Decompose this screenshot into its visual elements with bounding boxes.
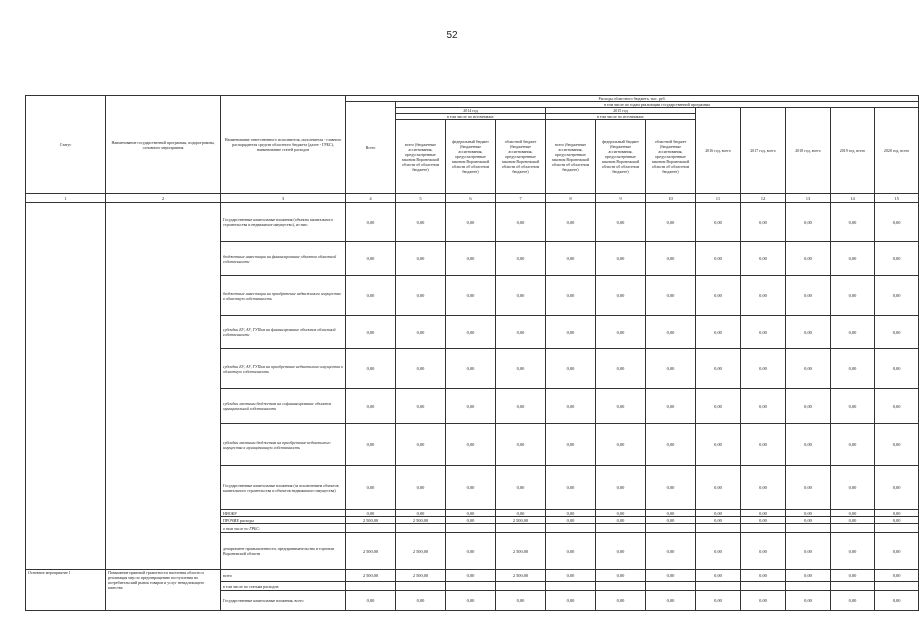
value-cell: 0,00 [875, 349, 919, 389]
value-cell: 0,00 [546, 276, 596, 316]
value-cell: 0,00 [446, 466, 496, 510]
main-event-status: Основное мероприятие 1 [26, 570, 106, 611]
column-number: 9 [596, 194, 646, 203]
value-cell: 0,00 [646, 276, 696, 316]
year-2017-header: 2017 год, всего [741, 108, 786, 194]
value-cell: 0,00 [646, 424, 696, 466]
value-cell: 0,00 [496, 466, 546, 510]
value-cell: 0,00 [696, 466, 741, 510]
value-cell: 0,00 [596, 203, 646, 242]
value-cell: 0,00 [546, 389, 596, 424]
value-cell [546, 582, 596, 591]
value-cell [831, 524, 875, 533]
row-label: субсидии БУ, АУ, ГУПам на приобретение недвижимого имущества в областную собственность [221, 349, 346, 389]
value-cell: 0,00 [496, 316, 546, 349]
value-cell: 0,00 [875, 276, 919, 316]
value-cell: 0,00 [696, 570, 741, 582]
value-cell: 0,00 [786, 389, 831, 424]
value-cell: 0,00 [396, 242, 446, 276]
value-cell: 0,00 [446, 510, 496, 517]
status-cell-blank [26, 203, 106, 570]
column-number: 6 [446, 194, 496, 203]
row-label: в том числе по ГРБС: [221, 524, 346, 533]
value-cell: 0,00 [496, 510, 546, 517]
value-cell: 0,00 [875, 424, 919, 466]
year-2014-header: 2014 год [396, 108, 546, 114]
value-cell: 0,00 [546, 533, 596, 570]
value-cell: 0,00 [831, 570, 875, 582]
value-cell [741, 582, 786, 591]
value-cell: 0,00 [596, 316, 646, 349]
value-cell: 0,00 [696, 276, 741, 316]
value-cell [496, 524, 546, 533]
value-cell: 0,00 [741, 424, 786, 466]
value-cell: 0,00 [596, 591, 646, 611]
value-cell: 0,00 [831, 591, 875, 611]
value-cell: 0,00 [446, 517, 496, 524]
value-cell: 0,00 [786, 570, 831, 582]
value-cell: 0,00 [596, 389, 646, 424]
value-cell: 0,00 [831, 389, 875, 424]
column-number: 4 [346, 194, 396, 203]
value-cell: 0,00 [596, 510, 646, 517]
value-cell: 0,00 [875, 466, 919, 510]
value-cell: 0,00 [646, 203, 696, 242]
column-number: 5 [396, 194, 446, 203]
value-cell: 0,00 [696, 591, 741, 611]
value-cell: 0,00 [786, 316, 831, 349]
value-cell: 0,00 [646, 389, 696, 424]
value-cell: 0,00 [546, 570, 596, 582]
value-cell [396, 524, 446, 533]
value-cell: 0,00 [741, 316, 786, 349]
value-cell: 2 500,00 [346, 517, 396, 524]
status-header: Статус [26, 96, 106, 194]
federal-2015-header: федеральный бюджет (бюджетные ассигнования, предусмотренные законом Воронежской области об областном бюджете) [596, 120, 646, 194]
value-cell: 0,00 [741, 517, 786, 524]
value-cell: 0,00 [646, 591, 696, 611]
value-cell: 0,00 [346, 316, 396, 349]
value-cell: 0,00 [786, 591, 831, 611]
value-cell [596, 582, 646, 591]
value-cell: 0,00 [596, 533, 646, 570]
value-cell: 0,00 [546, 242, 596, 276]
value-cell: 0,00 [546, 517, 596, 524]
value-cell: 0,00 [741, 389, 786, 424]
value-cell: 0,00 [346, 349, 396, 389]
value-cell: 2 500,00 [496, 517, 546, 524]
value-cell: 0,00 [396, 591, 446, 611]
value-cell: 0,00 [831, 349, 875, 389]
budget-table [25, 95, 919, 611]
year-2018-header: 2018 год, всего [786, 108, 831, 194]
value-cell [786, 582, 831, 591]
value-cell: 0,00 [646, 242, 696, 276]
value-cell: 0,00 [696, 316, 741, 349]
value-cell: 0,00 [741, 466, 786, 510]
value-cell [646, 524, 696, 533]
column-number: 13 [786, 194, 831, 203]
value-cell: 0,00 [596, 276, 646, 316]
regional-2015-header: областной бюджет (бюджетные ассигнования, предусмотренные законом Воронежской области об областном бюджете) [646, 120, 696, 194]
value-cell: 2 500,00 [346, 533, 396, 570]
column-number: 7 [496, 194, 546, 203]
column-number: 11 [696, 194, 741, 203]
program-cell-blank [106, 203, 221, 570]
value-cell: 0,00 [346, 203, 396, 242]
value-cell: 0,00 [786, 424, 831, 466]
value-cell: 0,00 [875, 591, 919, 611]
value-cell: 0,00 [496, 389, 546, 424]
value-cell: 0,00 [875, 517, 919, 524]
value-cell: 0,00 [546, 591, 596, 611]
value-cell: 0,00 [786, 510, 831, 517]
row-label: всего [221, 570, 346, 582]
value-cell: 2 500,00 [396, 533, 446, 570]
value-cell: 0,00 [596, 517, 646, 524]
regional-2014-header: областной бюджет (бюджетные ассигнования, предусмотренные законом Воронежской области об областном бюджете) [496, 120, 546, 194]
value-cell: 0,00 [875, 510, 919, 517]
value-cell: 0,00 [831, 466, 875, 510]
year-2019-header: 2019 год, всего [831, 108, 875, 194]
federal-2014-header: федеральный бюджет (бюджетные ассигнования, предусмотренные законом Воронежской области об областном бюджете) [446, 120, 496, 194]
value-cell: 0,00 [786, 517, 831, 524]
value-cell [546, 524, 596, 533]
value-cell: 0,00 [646, 349, 696, 389]
value-cell: 0,00 [786, 466, 831, 510]
column-number: 2 [106, 194, 221, 203]
row-label: ПРОЧИЕ расходы [221, 517, 346, 524]
value-cell: 0,00 [496, 242, 546, 276]
value-cell: 0,00 [741, 533, 786, 570]
value-cell: 0,00 [696, 203, 741, 242]
value-cell: 0,00 [496, 203, 546, 242]
value-cell: 0,00 [696, 424, 741, 466]
value-cell: 0,00 [741, 570, 786, 582]
value-cell [786, 524, 831, 533]
row-label: бюджетные инвестиции на финансирование объектов областной собственности [221, 242, 346, 276]
value-cell [696, 524, 741, 533]
value-cell: 0,00 [596, 242, 646, 276]
value-cell: 0,00 [396, 466, 446, 510]
value-cell: 0,00 [346, 591, 396, 611]
column-number: 12 [741, 194, 786, 203]
value-cell: 2 500,00 [496, 533, 546, 570]
table-row [26, 570, 919, 582]
column-number-row [26, 194, 919, 203]
value-cell: 0,00 [346, 276, 396, 316]
value-cell: 0,00 [831, 242, 875, 276]
value-cell: 0,00 [831, 276, 875, 316]
value-cell: 0,00 [596, 570, 646, 582]
column-number: 3 [221, 194, 346, 203]
value-cell: 0,00 [446, 316, 496, 349]
value-cell: 0,00 [396, 276, 446, 316]
total-sources-2014-header: всего (бюджетные ассигнования, предусмотренные законом Воронежской области об областном бюджете) [396, 120, 446, 194]
row-label: Государственные капитальные вложения (объекты капитального строительства и недвижимое имущество), из них: [221, 203, 346, 242]
value-cell: 0,00 [696, 389, 741, 424]
sources-2014-header: в том числе по источникам: [396, 114, 546, 120]
value-cell [646, 582, 696, 591]
value-cell: 0,00 [786, 349, 831, 389]
value-cell: 0,00 [875, 533, 919, 570]
value-cell: 0,00 [786, 203, 831, 242]
value-cell [346, 582, 396, 591]
value-cell: 0,00 [346, 510, 396, 517]
value-cell [496, 582, 546, 591]
row-label: субсидии БУ, АУ, ГУПам на финансирование объектов областной собственности [221, 316, 346, 349]
value-cell: 0,00 [741, 203, 786, 242]
column-number: 8 [546, 194, 596, 203]
value-cell: 0,00 [446, 424, 496, 466]
value-cell [596, 524, 646, 533]
value-cell [831, 582, 875, 591]
value-cell: 0,00 [696, 510, 741, 517]
value-cell: 0,00 [496, 591, 546, 611]
column-number: 15 [875, 194, 919, 203]
executor-header: Наименование ответственного исполнителя, исполнителя - главного распорядителя средств областного бюджета (далее - ГРБС), наименование статей расходов [221, 96, 346, 194]
value-cell: 0,00 [875, 570, 919, 582]
value-cell: 0,00 [546, 466, 596, 510]
sources-2015-header: в том числе по источникам: [546, 114, 696, 120]
main-event-name: Повышение правовой грамотности населения области и реализация мер по предотвращению поступления на потребительский рынок товаров и услуг ненадлежащего качества [106, 570, 221, 611]
value-cell: 0,00 [646, 510, 696, 517]
value-cell: 0,00 [496, 276, 546, 316]
row-label: в том числе по статьям расходов: [221, 582, 346, 591]
value-cell: 0,00 [396, 316, 446, 349]
value-cell: 0,00 [875, 242, 919, 276]
value-cell: 0,00 [741, 276, 786, 316]
value-cell: 0,00 [831, 517, 875, 524]
page-number: 52 [446, 30, 458, 41]
value-cell: 0,00 [546, 510, 596, 517]
value-cell: 0,00 [446, 203, 496, 242]
value-cell: 0,00 [831, 203, 875, 242]
value-cell [446, 582, 496, 591]
value-cell: 0,00 [646, 533, 696, 570]
value-cell: 0,00 [696, 242, 741, 276]
row-label: Государственные капитальные вложения (за исключением объектов капитального строительства и объектов недвижимого имущества) [221, 466, 346, 510]
value-cell: 0,00 [396, 203, 446, 242]
value-cell: 0,00 [346, 389, 396, 424]
column-number: 10 [646, 194, 696, 203]
expenses-header: Расходы областного бюджета, тыс. руб. [346, 96, 919, 102]
value-cell: 0,00 [786, 533, 831, 570]
row-label: НИОКР [221, 510, 346, 517]
value-cell [446, 524, 496, 533]
value-cell: 0,00 [446, 533, 496, 570]
value-cell: 0,00 [596, 424, 646, 466]
value-cell: 2 500,00 [396, 517, 446, 524]
value-cell: 0,00 [696, 533, 741, 570]
value-cell: 0,00 [446, 276, 496, 316]
value-cell [696, 582, 741, 591]
value-cell: 2 500,00 [396, 570, 446, 582]
value-cell: 2 500,00 [496, 570, 546, 582]
value-cell [346, 524, 396, 533]
row-label: субсидии местным бюджетам на приобретение недвижимого имущества в муниципальную собственность [221, 424, 346, 466]
value-cell: 0,00 [786, 242, 831, 276]
table-row [26, 203, 919, 242]
row-label: субсидии местным бюджетам на софинансирование объектов муниципальной собственности [221, 389, 346, 424]
year-2016-header: 2016 год, всего [696, 108, 741, 194]
value-cell: 0,00 [875, 203, 919, 242]
value-cell: 0,00 [831, 510, 875, 517]
value-cell: 0,00 [831, 533, 875, 570]
value-cell: 0,00 [646, 517, 696, 524]
value-cell: 0,00 [346, 466, 396, 510]
value-cell: 0,00 [346, 424, 396, 466]
value-cell: 0,00 [396, 510, 446, 517]
value-cell: 0,00 [446, 389, 496, 424]
year-2020-header: 2020 год, всего [875, 108, 919, 194]
value-cell: 0,00 [646, 570, 696, 582]
value-cell: 0,00 [875, 316, 919, 349]
value-cell: 0,00 [875, 389, 919, 424]
value-cell: 0,00 [596, 466, 646, 510]
value-cell: 0,00 [831, 424, 875, 466]
value-cell: 0,00 [546, 203, 596, 242]
value-cell: 0,00 [646, 316, 696, 349]
row-label: Государственные капитальные вложения, всего [221, 591, 346, 611]
value-cell: 0,00 [446, 349, 496, 389]
value-cell: 0,00 [446, 591, 496, 611]
program-years-header: в том числе по годам реализации государственной программы [396, 102, 919, 108]
value-cell: 0,00 [646, 466, 696, 510]
value-cell: 0,00 [696, 517, 741, 524]
value-cell: 0,00 [741, 591, 786, 611]
row-label: департамент промышленности, предпринимательства и торговли Воронежской области [221, 533, 346, 570]
value-cell: 0,00 [396, 349, 446, 389]
value-cell: 0,00 [396, 424, 446, 466]
column-number: 1 [26, 194, 106, 203]
value-cell: 2 500,00 [346, 570, 396, 582]
value-cell: 0,00 [446, 570, 496, 582]
value-cell: 0,00 [496, 424, 546, 466]
value-cell [875, 524, 919, 533]
column-number: 14 [831, 194, 875, 203]
row-label: бюджетные инвестиции на приобретение недвижимого имущества в областную собственность [221, 276, 346, 316]
value-cell: 0,00 [346, 242, 396, 276]
value-cell: 0,00 [496, 349, 546, 389]
value-cell: 0,00 [396, 389, 446, 424]
value-cell: 0,00 [786, 276, 831, 316]
value-cell: 0,00 [831, 316, 875, 349]
value-cell: 0,00 [741, 510, 786, 517]
value-cell: 0,00 [696, 349, 741, 389]
value-cell: 0,00 [546, 316, 596, 349]
total-sources-2015-header: всего (бюджетные ассигнования, предусмотренные законом Воронежской области об областном бюджете) [546, 120, 596, 194]
value-cell [875, 582, 919, 591]
total-header: Всего [346, 102, 396, 194]
year-2015-header: 2015 год [546, 108, 696, 114]
value-cell: 0,00 [596, 349, 646, 389]
value-cell: 0,00 [741, 242, 786, 276]
program-name-header: Наименование государственной программы, подпрограммы, основного мероприятия [106, 96, 221, 194]
value-cell: 0,00 [446, 242, 496, 276]
value-cell: 0,00 [741, 349, 786, 389]
value-cell: 0,00 [546, 424, 596, 466]
value-cell [396, 582, 446, 591]
value-cell: 0,00 [546, 349, 596, 389]
value-cell [741, 524, 786, 533]
